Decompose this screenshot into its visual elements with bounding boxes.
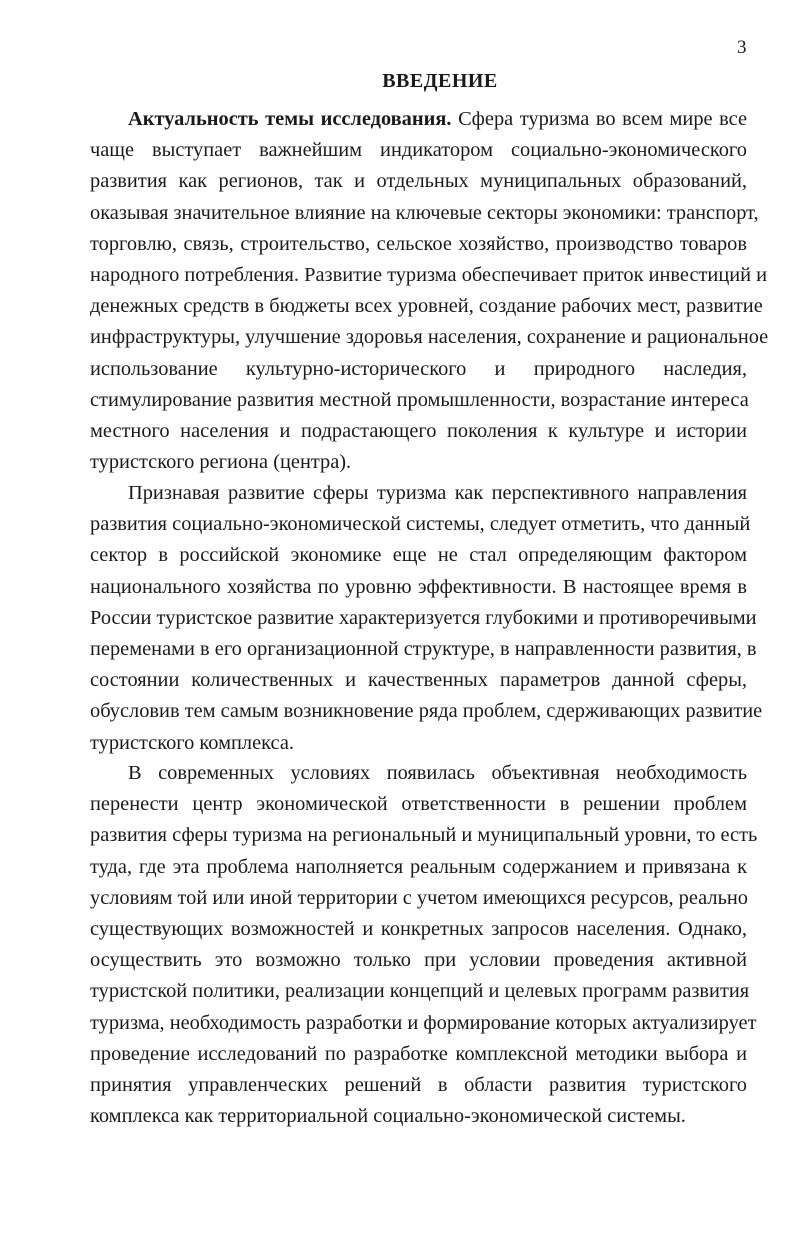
paragraph-line bbox=[90, 104, 747, 135]
paragraph-line: проведение исследований по разработке комплексной методики выбора и bbox=[90, 1042, 747, 1065]
paragraph-line: комплекса как территориальной социально-экономической системы. bbox=[90, 1105, 686, 1128]
paragraph-line: существующих возможностей и конкретных запросов населения. Однако, bbox=[90, 917, 747, 940]
paragraph-relevance bbox=[90, 104, 769, 478]
page-number: 3 bbox=[737, 37, 747, 58]
paragraph-line: перенести центр экономической ответственности в решении проблем bbox=[90, 793, 747, 816]
paragraph-line: туда, где эта проблема наполняется реальным содержанием и привязана к bbox=[90, 855, 747, 878]
paragraph-line: туристского комплекса. bbox=[90, 731, 294, 754]
paragraph-line: туристской политики, реализации концепций и целевых программ развития bbox=[90, 980, 750, 1003]
paragraph-line: инфраструктуры, улучшение здоровья населения, сохранение и рациональное bbox=[90, 326, 769, 349]
page-title: ВВЕДЕНИЕ bbox=[382, 70, 498, 92]
line-text: Сфера туризма во всем мире все bbox=[451, 108, 748, 130]
paragraph-line: местного населения и подрастающего поколения к культуре и истории bbox=[90, 419, 747, 442]
paragraph-line: денежных средств в бюджеты всех уровней, создание рабочих мест, развитие bbox=[90, 295, 763, 318]
paragraph-line: оказывая значительное влияние на ключевые секторы экономики: транспорт, bbox=[90, 201, 759, 224]
paragraph-line: чаще выступает важнейшим индикатором социально-экономического bbox=[90, 139, 747, 162]
paragraph-line: условиям той или иной территории с учетом имеющихся ресурсов, реально bbox=[90, 886, 748, 909]
paragraph-line: стимулирование развития местной промышленности, возрастание интереса bbox=[90, 388, 749, 411]
paragraph-tourism-development bbox=[90, 478, 763, 759]
paragraph-line: народного потребления. Развитие туризма обеспечивает приток инвестиций и bbox=[90, 263, 768, 286]
paragraph-line: развития социально-экономической системы, следует отметить, что данный bbox=[90, 513, 751, 536]
paragraph-modern-conditions bbox=[90, 758, 758, 1132]
paragraph-line: использование культурно-исторического и природного наследия, bbox=[90, 357, 747, 380]
paragraph-line: состоянии количественных и качественных параметров данной сферы, bbox=[90, 669, 747, 692]
paragraph-line: развития сферы туризма на региональный и муниципальный уровни, то есть bbox=[90, 824, 758, 847]
paragraph-line: торговлю, связь, строительство, сельское хозяйство, производство товаров bbox=[90, 232, 747, 255]
paragraph-line: национального хозяйства по уровню эффективности. В настоящее время в bbox=[90, 575, 747, 598]
paragraph-line: переменами в его организационной структуре, в направленности развития, в bbox=[90, 637, 757, 660]
paragraph-line: туристского региона (центра). bbox=[90, 451, 352, 474]
paragraph-line: туризма, необходимость разработки и формирование которых актуализирует bbox=[90, 1011, 757, 1034]
paragraph-line: Признавая развитие сферы туризма как перспективного направления bbox=[128, 482, 747, 504]
paragraph-line: России туристское развитие характеризуется глубокими и противоречивыми bbox=[90, 606, 757, 629]
paragraph-line: В современных условиях появилась объективная необходимость bbox=[128, 762, 747, 784]
paragraph-line: сектор в российской экономике еще не стал определяющим фактором bbox=[90, 544, 747, 567]
paragraph-line: осуществить это возможно только при условии проведения активной bbox=[90, 949, 747, 972]
paragraph-line: развития как регионов, так и отдельных муниципальных образований, bbox=[90, 170, 747, 193]
paragraph-line: принятия управленческих решений в области развития туристского bbox=[90, 1073, 747, 1096]
paragraph-lead: Актуальность темы исследования. bbox=[128, 108, 452, 130]
paragraph-line: обусловив тем самым возникновение ряда проблем, сдерживающих развитие bbox=[90, 700, 763, 723]
